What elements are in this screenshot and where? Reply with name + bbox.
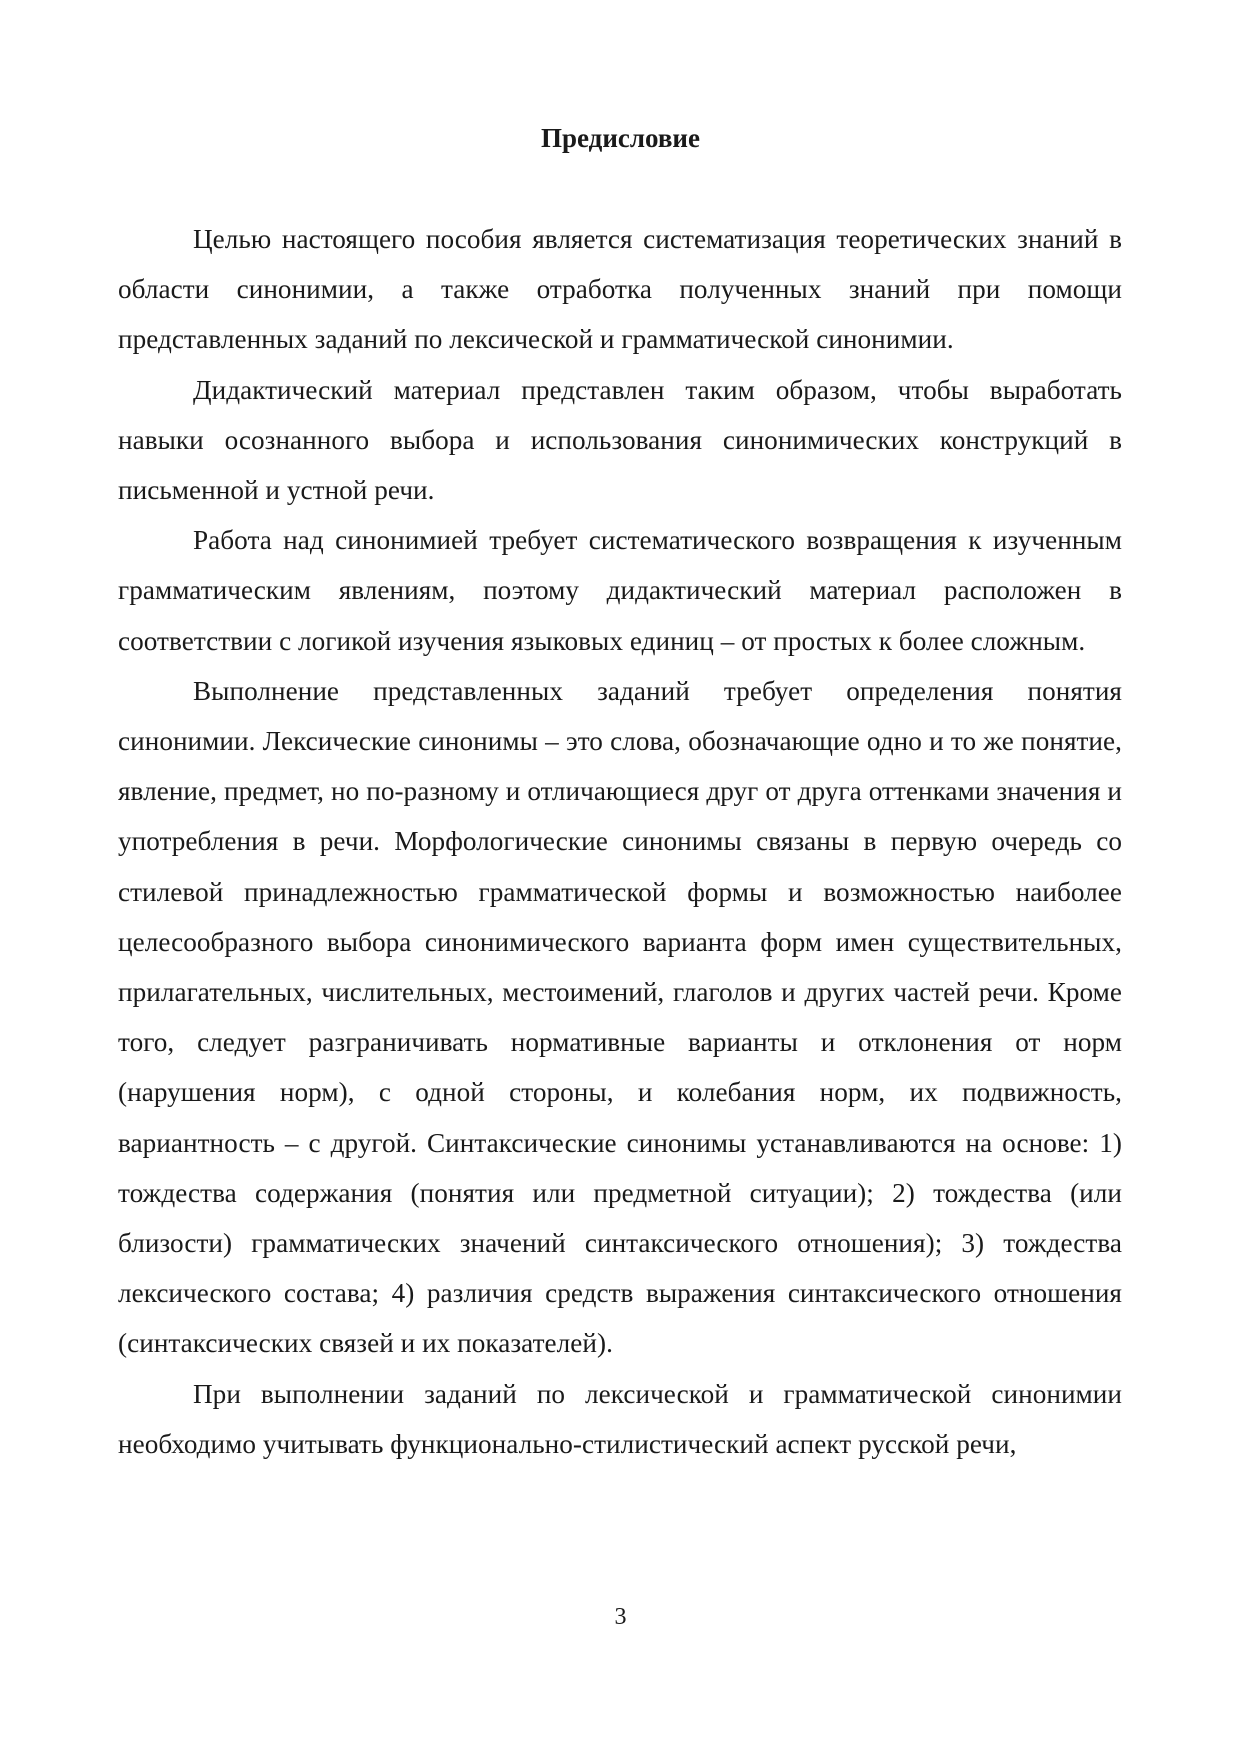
page-number: 3	[614, 1604, 627, 1630]
paragraph-2: Дидактический материал представлен таким образом, чтобы выработать навыки осознанного выбора и использования синонимических конструкций в письменной и устной речи.	[118, 374, 1122, 506]
paragraph-4: Выполнение представленных заданий требует определения понятия синонимии. Лексические синонимы – это слова, обозначающие одно и то же понятие, явление, предмет, но по-разному и отличающиеся друг от друга оттенками значения и употребления в речи. Морфологические синонимы связаны в первую очередь со стилевой принадлежностью грамматической формы и возможностью наиболее целесообразного выбора синонимического варианта форм имен существительных, прилагательных, числительных, местоимений, глаголов и других частей речи. Кроме того, следует разграничивать нормативные варианты и отклонения от норм (нарушения норм), с одной стороны, и колебания норм, их подвижность, вариантность – с другой. Синтаксические синонимы устанавливаются на основе: 1) тождества содержания (понятия или предметной ситуации); 2) тождества (или близости) грамматических значений синтаксического отношения); 3) тождества лексического состава; 4) различия средств выражения синтаксического отношения (синтаксических связей и их показателей).	[118, 675, 1122, 1359]
page-title: Предисловие	[541, 123, 700, 153]
paragraph-1: Целью настоящего пособия является систематизация теоретических знаний в области синонимии, а также отработка полученных знаний при помощи представленных заданий по лексической и грамматической синонимии.	[118, 224, 1122, 355]
paragraph-3: Работа над синонимией требует систематического возвращения к изученным грамматическим явлениям, поэтому дидактический материал расположен в соответствии с логикой изучения языковых единиц – от простых к более сложным.	[118, 525, 1122, 656]
body-text	[118, 214, 1122, 1469]
paragraph-5: При выполнении заданий по лексической и грамматической синонимии необходимо учитывать функционально-стилистический аспект русской речи,	[118, 1378, 1122, 1459]
